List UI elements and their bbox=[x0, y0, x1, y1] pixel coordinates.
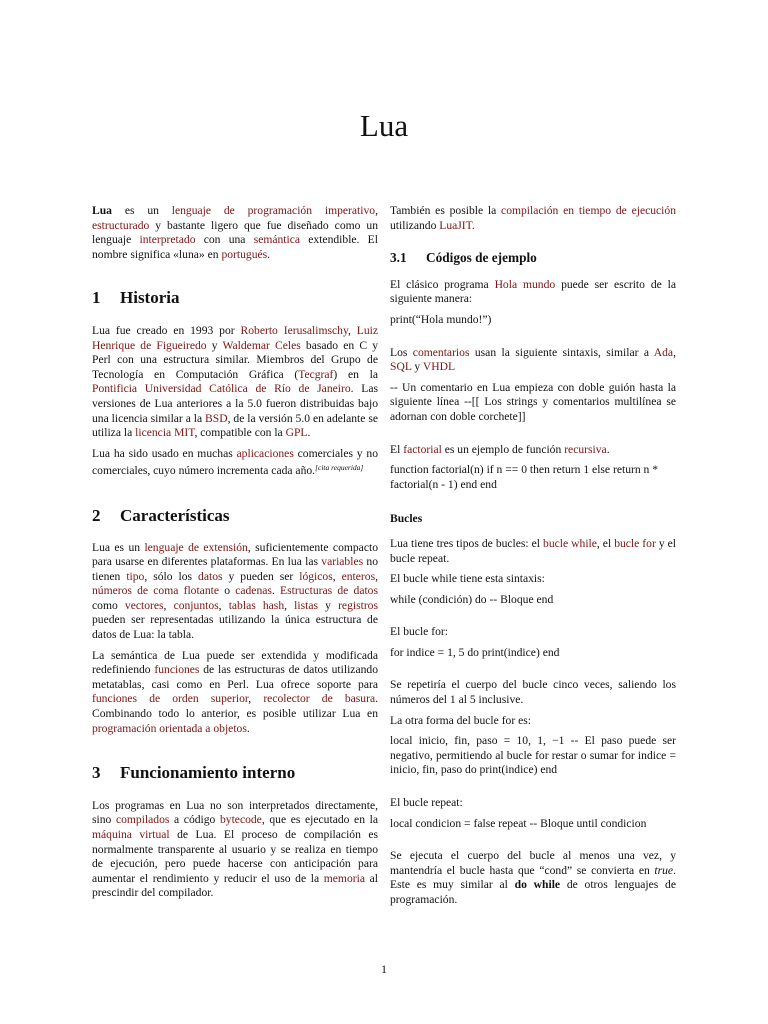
text: al prescindir del compilador. bbox=[92, 871, 378, 900]
text: , sólo los bbox=[144, 569, 199, 583]
intro-paragraph bbox=[92, 204, 378, 262]
caracteristicas-paragraph-2 bbox=[92, 649, 378, 737]
citation-needed[interactable]: [cita requerida] bbox=[315, 463, 364, 473]
text: puede ser escrito de la siguiente manera: bbox=[390, 277, 677, 306]
text: . bbox=[606, 442, 610, 456]
link-bucle-for[interactable]: bucle for bbox=[614, 536, 656, 550]
emphasis-true: true bbox=[654, 863, 674, 877]
text: , bbox=[163, 598, 174, 612]
text: . bbox=[307, 426, 311, 440]
text: . bbox=[271, 584, 281, 598]
link-estructurado[interactable]: estructurado bbox=[92, 218, 150, 232]
link-semantica[interactable]: semántica bbox=[253, 233, 301, 247]
link-aplicaciones[interactable]: aplicaciones bbox=[236, 446, 294, 460]
text: Lua tiene tres tipos de bucles: el bbox=[390, 536, 544, 550]
text: pueden ser representadas utilizando la única estructura de datos de Lua: la tabla. bbox=[92, 613, 378, 642]
link-cadenas[interactable]: cadenas bbox=[235, 584, 272, 598]
link-estructuras-datos[interactable]: Estructuras de datos bbox=[280, 584, 378, 598]
code-factorial: function factorial(n) if n == 0 then return 1 else return n * factorial(n - 1) end end bbox=[390, 463, 659, 491]
text: . Este es muy similar al bbox=[390, 863, 676, 892]
text: , suficientemente compacto para usarse en diferentes plataformas. En lua las bbox=[92, 540, 378, 569]
link-comentarios[interactable]: comentarios bbox=[412, 345, 470, 359]
subsection-title: Códigos de ejemplo bbox=[426, 250, 537, 266]
historia-paragraph-2 bbox=[92, 447, 378, 479]
link-vectores[interactable]: vectores bbox=[124, 598, 164, 612]
term-lua: Lua bbox=[92, 204, 112, 217]
section-number: 1 bbox=[92, 288, 101, 308]
link-variables[interactable]: variables bbox=[321, 555, 364, 569]
text: , bbox=[332, 569, 342, 583]
link-ada[interactable]: Ada bbox=[653, 345, 674, 359]
section-heading-funcionamiento bbox=[92, 763, 378, 783]
link-luiz-henrique[interactable]: Luiz Henrique de Figueiredo bbox=[92, 323, 379, 352]
text: y pueden ser bbox=[222, 569, 300, 583]
section-title: Funcionamiento interno bbox=[120, 763, 296, 783]
text: y bastante ligero que fue diseñado como un lenguaje bbox=[92, 218, 378, 247]
link-recursiva[interactable]: recursiva bbox=[564, 442, 607, 456]
link-bytecode[interactable]: bytecode bbox=[219, 813, 262, 827]
text: Lua es un bbox=[92, 540, 145, 554]
section-heading-historia bbox=[92, 288, 378, 308]
text: utilizando bbox=[390, 218, 440, 232]
link-puc-rio[interactable]: Pontificia Universidad Católica de Río de Janeiro bbox=[92, 382, 351, 396]
section-number: 3 bbox=[92, 763, 101, 783]
text: es un bbox=[111, 204, 172, 217]
text: Se ejecuta el cuerpo del bucle al menos una vez, y mantendría el bucle hasta que “cond” se convierta en bbox=[390, 849, 676, 877]
text: y bbox=[206, 338, 223, 352]
text: , de la versión 5.0 en adelante se utiliza la bbox=[92, 411, 378, 440]
paragraph-heading-bucles: Bucles bbox=[390, 512, 423, 526]
text: y bbox=[411, 360, 423, 374]
bucles-paragraph-4: Se repetiría el cuerpo del bucle cinco veces, saliendo los números del 1 al 5 inclusive. bbox=[390, 678, 676, 707]
historia-paragraph-1 bbox=[92, 324, 378, 441]
text: y bbox=[318, 598, 339, 612]
link-listas[interactable]: listas bbox=[294, 598, 318, 612]
section-title: Historia bbox=[120, 288, 180, 308]
text: . Combinando todo lo anterior, es posible utilizar Lua en bbox=[92, 692, 378, 721]
text: , bbox=[375, 204, 378, 217]
text: es un ejemplo de función bbox=[441, 442, 565, 456]
text: Lua fue creado en 1993 por bbox=[92, 323, 241, 337]
text: Lua ha sido usado en muchas bbox=[92, 446, 237, 460]
code-hola-mundo: print(“Hola mundo!”) bbox=[390, 312, 492, 326]
link-tipo[interactable]: tipo bbox=[126, 569, 145, 583]
text: de otros lenguajes de programación. bbox=[390, 878, 676, 906]
section-title: Características bbox=[120, 505, 230, 525]
link-funciones-orden-superior[interactable]: funciones de orden superior bbox=[92, 692, 249, 706]
link-memoria[interactable]: memoria bbox=[323, 871, 365, 885]
text: y el bucle repeat. bbox=[390, 536, 677, 565]
caracteristicas-paragraph-1 bbox=[92, 541, 378, 643]
text: La semántica de Lua puede ser extendida y modificada redefiniendo bbox=[92, 648, 378, 677]
text: . bbox=[246, 721, 250, 735]
page-title: Lua bbox=[359, 108, 409, 143]
text: como bbox=[92, 598, 125, 612]
link-vhdl[interactable]: VHDL bbox=[422, 360, 456, 374]
right-column bbox=[390, 204, 676, 914]
bucles-paragraph-8 bbox=[390, 849, 676, 907]
text: comerciales y no comerciales, cuyo número incrementa cada año. bbox=[92, 446, 378, 478]
text: . bbox=[267, 247, 271, 261]
code-repeat: local condicion = false repeat -- Bloque until condicion bbox=[390, 816, 647, 830]
section-heading-caracteristicas bbox=[92, 505, 378, 525]
text: de las estructuras de datos utilizando metatablas, casi como en Perl. Lua ofrece soporte para bbox=[92, 663, 378, 691]
text: Los programas en Lua no son interpretados directamente, sino bbox=[92, 798, 378, 827]
link-interpretado[interactable]: interpretado bbox=[139, 233, 196, 247]
link-coma-flotante[interactable]: números de coma flotante bbox=[92, 584, 219, 598]
text: o bbox=[219, 584, 236, 598]
text: de Lua. El proceso de compilación es normalmente transparente al usuario y se realiza en tiempo de ejecución, pero puede hacerse con anticipación para aumentar el rendimiento y reducir el uso de la bbox=[92, 828, 378, 885]
text: , que es ejecutado en la bbox=[261, 813, 378, 827]
link-lenguaje-imperativo[interactable]: lenguaje de programación imperativo bbox=[171, 204, 376, 217]
link-portugues[interactable]: portugués bbox=[221, 247, 268, 261]
link-lenguaje-extension[interactable]: lenguaje de extensión bbox=[144, 540, 248, 554]
text: extendible. El nombre significa «luna» en bbox=[92, 233, 378, 261]
left-column bbox=[92, 204, 378, 907]
link-bucle-while[interactable]: bucle while bbox=[543, 536, 597, 550]
text: El clásico programa bbox=[390, 277, 495, 291]
text: , bbox=[218, 598, 229, 612]
text: Los bbox=[390, 345, 413, 359]
code-for: for indice = 1, 5 do print(indice) end bbox=[390, 645, 560, 659]
text: El bbox=[390, 442, 404, 456]
codigos-paragraph-2 bbox=[390, 346, 676, 375]
text: , bbox=[284, 598, 295, 612]
text: usan la siguiente sintaxis, similar a bbox=[469, 345, 654, 359]
link-compilados[interactable]: compilados bbox=[115, 813, 170, 827]
link-bsd[interactable]: BSD bbox=[205, 411, 228, 425]
link-waldemar-celes[interactable]: Waldemar Celes bbox=[222, 338, 301, 352]
link-hola-mundo[interactable]: Hola mundo bbox=[494, 277, 556, 291]
bucles-paragraph-7: El bucle repeat: bbox=[390, 796, 463, 810]
text: a código bbox=[169, 813, 220, 827]
bucles-paragraph-1 bbox=[390, 537, 676, 566]
text: , bbox=[348, 323, 357, 337]
link-compilacion-tiempo-ejecucion[interactable]: compilación en tiempo de ejecución bbox=[501, 204, 676, 217]
text: no tienen bbox=[92, 555, 378, 583]
link-tecgraf[interactable]: Tecgraf bbox=[298, 367, 334, 381]
link-poo[interactable]: programación orientada a objetos bbox=[92, 721, 247, 735]
bucles-paragraph-2: El bucle while tiene esta sintaxis: bbox=[390, 572, 545, 586]
link-licencia-mit[interactable]: licencia MIT bbox=[135, 426, 195, 440]
codigos-paragraph-1 bbox=[390, 278, 676, 307]
link-datos[interactable]: datos bbox=[198, 569, 223, 583]
text: También es posible la bbox=[390, 204, 502, 217]
text: con una bbox=[195, 233, 254, 247]
code-while: while (condición) do -- Bloque end bbox=[390, 592, 554, 606]
code-for-paso: local inicio, fin, paso = 10, 1, −1 -- El paso puede ser negativo, permitiendo al bucle for restar o sumar for indice = inicio, fin, paso do print(indice) end bbox=[390, 734, 676, 777]
link-logicos[interactable]: lógicos bbox=[299, 569, 333, 583]
link-registros[interactable]: registros bbox=[338, 598, 378, 612]
text: , bbox=[248, 692, 264, 706]
subsection-heading-codigos bbox=[390, 251, 676, 266]
link-gpl[interactable]: GPL bbox=[285, 426, 308, 440]
link-factorial[interactable]: factorial bbox=[403, 442, 442, 456]
text: . Las versiones de Lua anteriores a la 5.0 fueron distribuidas bajo una licencia similar a la bbox=[92, 382, 378, 425]
subsection-number: 3.1 bbox=[390, 250, 407, 266]
link-luajit[interactable]: LuaJIT bbox=[439, 218, 472, 232]
link-funciones[interactable]: funciones bbox=[154, 663, 200, 677]
link-roberto-ierusalimschy[interactable]: Roberto Ierusalimschy bbox=[240, 323, 348, 337]
link-conjuntos[interactable]: conjuntos bbox=[173, 598, 219, 612]
code-comentarios: -- Un comentario en Lua empieza con doble guión hasta la siguiente línea --[[ Los strings y comentarios multilínea se adornan con doble corchete]] bbox=[390, 380, 676, 423]
page-number: 1 bbox=[381, 962, 387, 976]
text: , bbox=[673, 345, 676, 359]
text: , el bbox=[596, 536, 615, 550]
link-maquina-virtual[interactable]: máquina virtual bbox=[92, 828, 170, 841]
funcionamiento-paragraph-2 bbox=[390, 204, 676, 233]
term-do-while: do while bbox=[514, 878, 561, 892]
link-recolector-basura[interactable]: recolector de basura bbox=[263, 692, 376, 706]
codigos-paragraph-3 bbox=[390, 443, 676, 458]
link-enteros[interactable]: enteros bbox=[341, 569, 376, 583]
text: ) en la bbox=[333, 367, 378, 381]
bucles-paragraph-5: La otra forma del bucle for es: bbox=[390, 713, 531, 727]
text: , compatible con la bbox=[194, 426, 286, 440]
text: . bbox=[471, 218, 475, 232]
section-number: 2 bbox=[92, 505, 101, 525]
bucles-paragraph-3: El bucle for: bbox=[390, 625, 448, 639]
text: basado en C y Perl con una estructura similar. Miembros del Grupo de Tecnología en Computación Gráfica ( bbox=[92, 338, 379, 381]
link-sql[interactable]: SQL bbox=[390, 360, 412, 374]
funcionamiento-paragraph-1 bbox=[92, 799, 378, 901]
link-tablas-hash[interactable]: tablas hash bbox=[228, 598, 285, 612]
text: , bbox=[375, 569, 378, 583]
